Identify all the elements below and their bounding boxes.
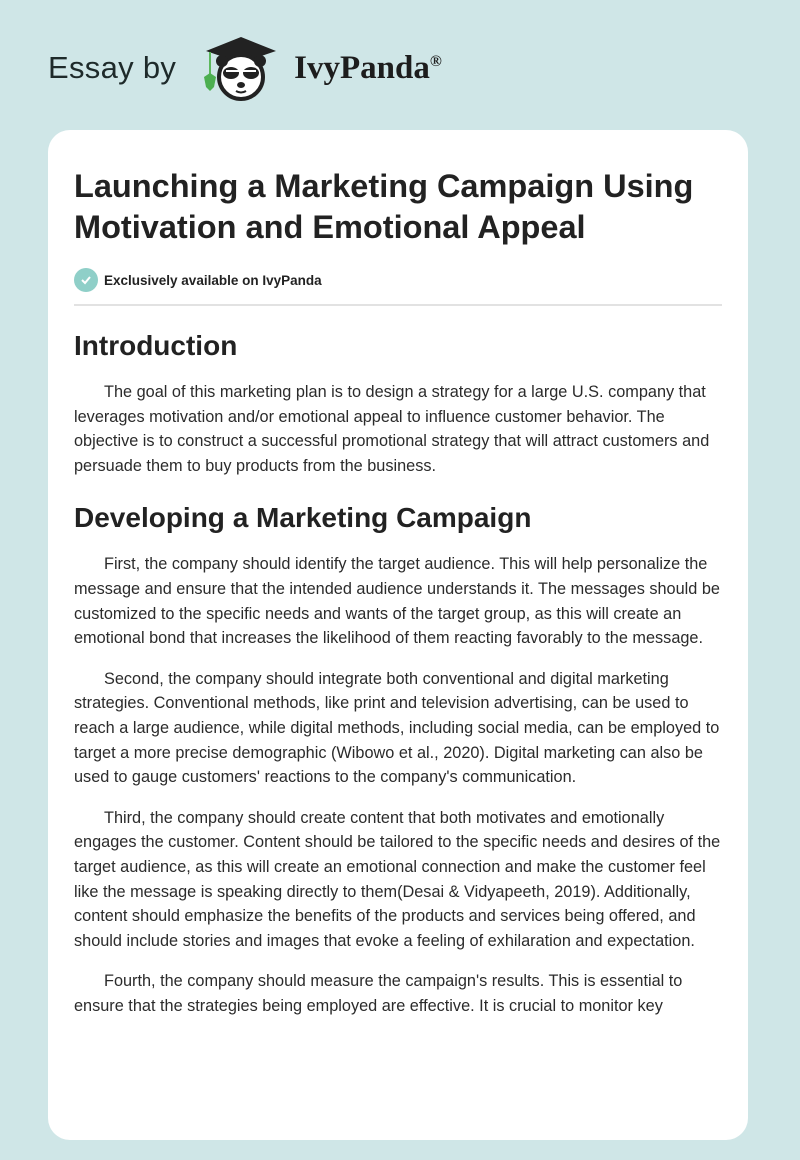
brand-name[interactable] bbox=[294, 50, 442, 87]
paragraph: Second, the company should integrate both conventional and digital marketing strategies. Conventional methods, like print and television advertising, can be used to reach a large audience, while digital methods, including social media, can be employed to target a more precise demographic (Wibowo et al., 2020). Digital marketing can also be used to gauge customers' reactions to the company's communication. bbox=[74, 669, 720, 787]
badge-text: Exclusively available on IvyPanda bbox=[104, 272, 322, 288]
divider bbox=[74, 304, 722, 306]
section-heading: Introduction bbox=[74, 330, 238, 361]
paragraph: Fourth, the company should measure the campaign's results. This is essential to ensure that the strategies being employed are effective. It is crucial to monitor key bbox=[74, 972, 683, 1015]
site-header bbox=[48, 38, 442, 98]
section-heading: Developing a Marketing Campaign bbox=[74, 502, 532, 534]
paragraph: Third, the company should create content that both motivates and emotionally engages the customer. Content should be tailored to the specific needs and desires of the target audience, as this will create an emotional connection and make the customer feel like the message is speaking directly to them(Desai & Vidyapeeth, 2019). Additionally, content should emphasize the benefits of the products and services being offered, and should include stories and images that evoke a feeling of exhilaration and expectation. bbox=[74, 808, 721, 950]
check-icon bbox=[74, 268, 98, 292]
brand-text: IvyPanda bbox=[294, 49, 430, 86]
exclusive-badge bbox=[74, 268, 722, 292]
panda-logo-icon bbox=[196, 33, 286, 103]
paragraph: The goal of this marketing plan is to design a strategy for a large U.S. company that leverages motivation and/or emotional appeal to influence customer behavior. The objective is to construct a successful promotional strategy that will attract customers and persuade them to buy products from the business. bbox=[74, 383, 710, 475]
essay-card bbox=[48, 130, 748, 1140]
paragraph: First, the company should identify the target audience. This will help personalize the message and ensure that the intended audience understands it. The messages should be customized to the specific needs and wants of the target group, as this will create an emotional bond that increases the likelihood of them reacting favorably to the message. bbox=[74, 555, 720, 648]
essay-by-label: Essay by bbox=[48, 50, 177, 85]
essay-title: Launching a Marketing Campaign Using Motivation and Emotional Appeal bbox=[74, 168, 694, 245]
registered-mark: ® bbox=[429, 52, 442, 70]
